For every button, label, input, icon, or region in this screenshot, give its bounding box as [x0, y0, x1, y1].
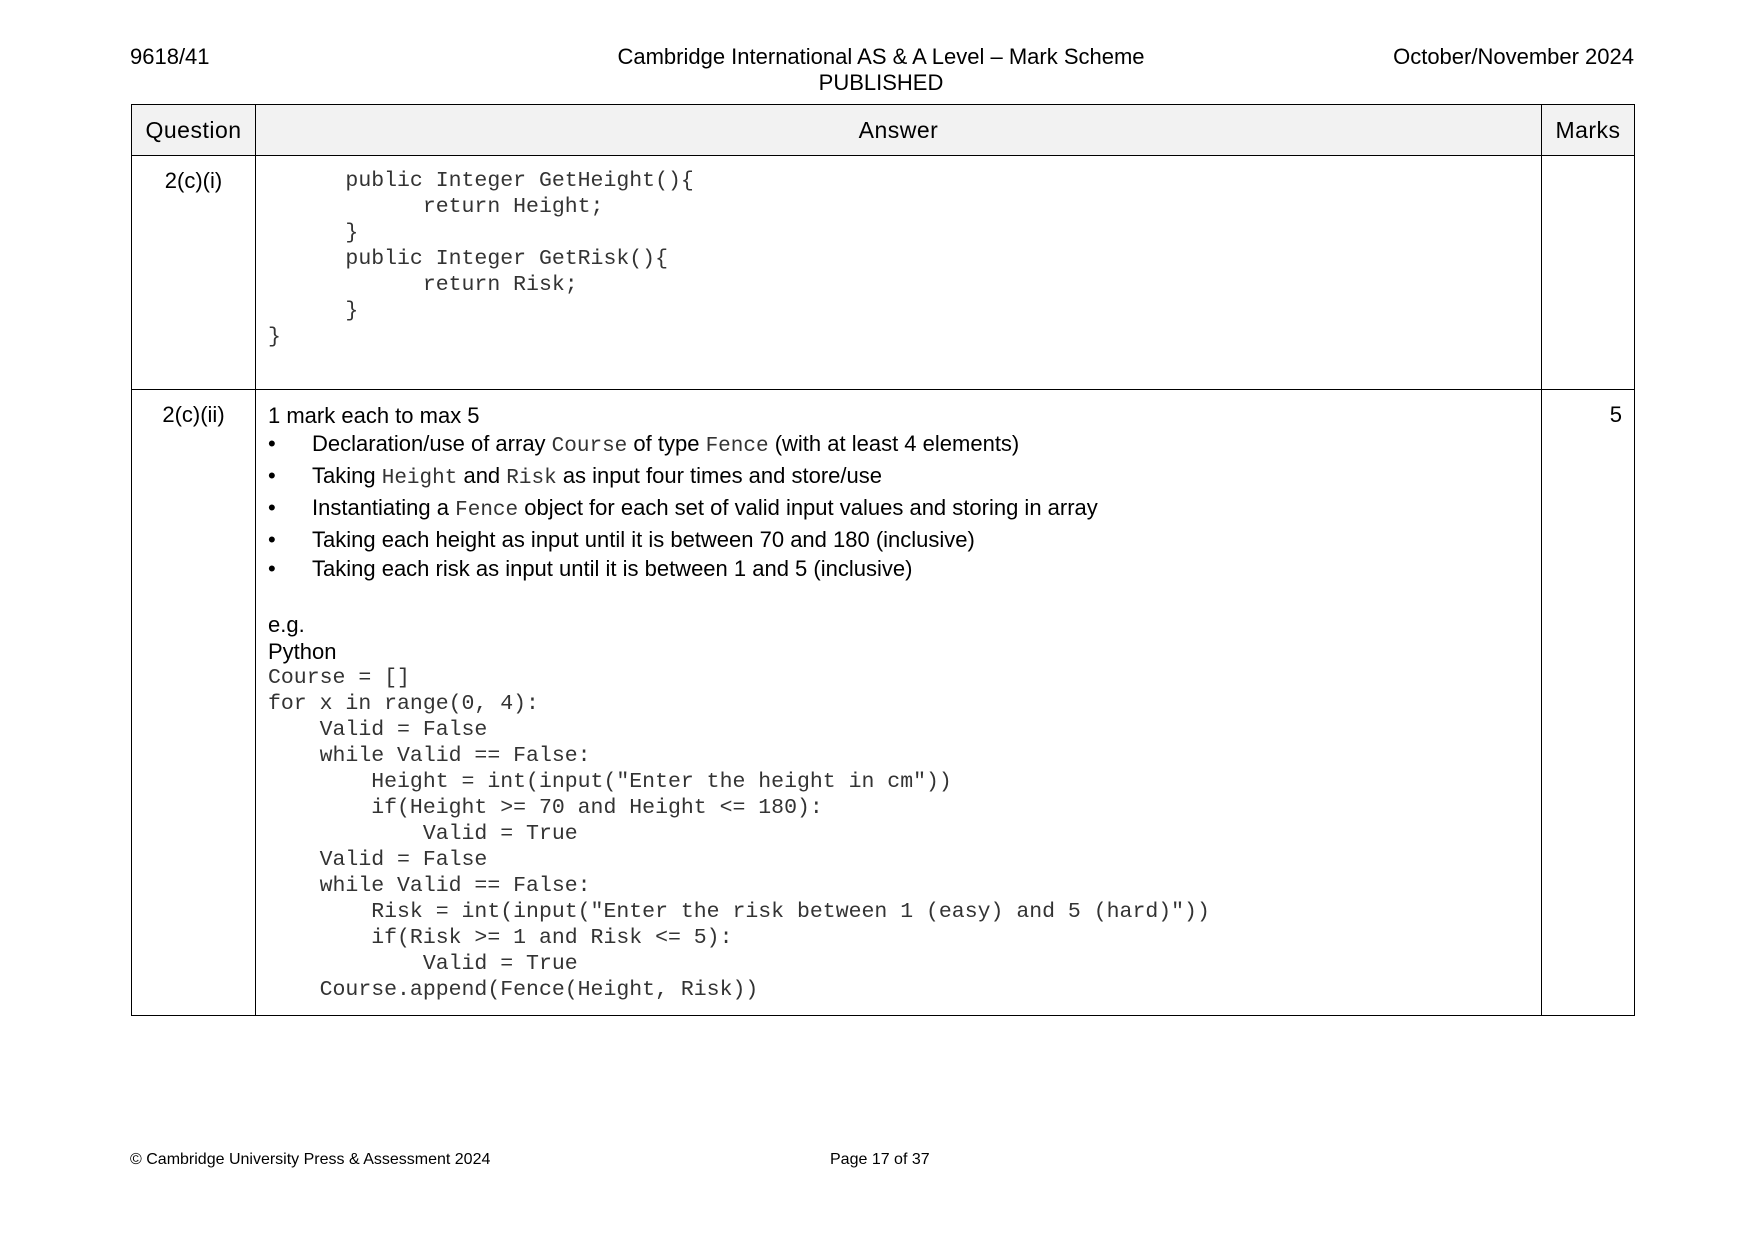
answer-header: Answer — [256, 105, 1542, 156]
bullet-text: Declaration/use of array — [312, 431, 552, 456]
code-block: Course = [] for x in range(0, 4): Valid = False while Valid == False: Height = int(input("Enter the height in cm")) if(Height >= 70 and Height <= 180): Valid = True Valid = False while Valid == False: Risk = int(input("Enter the risk between 1 (easy) and 5 (hard)")) if(Risk >= 1 and Risk <= 5): Valid = True Course.append(Fence(Height, Risk)) — [268, 666, 1210, 1002]
inline-code: Fence — [705, 435, 769, 458]
answer-cell — [256, 390, 1542, 1016]
question-number: 2(c)(ii) — [132, 390, 256, 1016]
example-label: e.g. — [268, 612, 305, 637]
question-number: 2(c)(i) — [132, 156, 256, 390]
page-number: Page 17 of 37 — [830, 1151, 930, 1168]
mark-scheme-table — [131, 104, 1635, 1016]
table-row — [132, 156, 1635, 390]
marks-header: Marks — [1542, 105, 1635, 156]
bullet-text: of type — [627, 431, 706, 456]
language-label: Python — [268, 639, 337, 664]
list-item — [268, 429, 1531, 461]
inline-code: Course — [551, 435, 628, 458]
bullet-text: object for each set of valid input values and storing in array — [518, 495, 1098, 520]
table-row — [132, 390, 1635, 1016]
bullet-text: (with at least 4 elements) — [768, 431, 1020, 456]
bullet-text: as input four times and store/use — [556, 463, 882, 488]
marks-cell — [1542, 156, 1635, 390]
paper-code: 9618/41 — [130, 44, 210, 69]
copyright: © Cambridge University Press & Assessment 2024 — [130, 1151, 491, 1168]
bullet-text: and — [457, 463, 507, 488]
inline-code: Fence — [455, 499, 519, 522]
bullet-text: Instantiating a — [312, 495, 456, 520]
list-item — [268, 461, 1531, 493]
table-header-row — [132, 105, 1635, 156]
list-item — [268, 525, 1531, 554]
header-title: Cambridge International AS & A Level – Mark Scheme — [617, 44, 1145, 69]
header-subtitle: PUBLISHED — [818, 70, 944, 95]
list-item — [268, 493, 1531, 525]
exam-session: October/November 2024 — [1393, 44, 1634, 69]
code-block: public Integer GetHeight(){ return Height; } public Integer GetRisk(){ return Risk; } } — [268, 169, 694, 349]
mark-allocation: 1 mark each to max 5 — [268, 403, 480, 428]
marking-points — [268, 429, 1531, 583]
bullet-text: Taking — [312, 463, 382, 488]
list-item — [268, 554, 1531, 583]
inline-code: Height — [381, 467, 458, 490]
bullet-text: Taking each risk as input until it is between 1 and 5 (inclusive) — [312, 556, 913, 581]
marks-cell: 5 — [1542, 390, 1635, 1016]
answer-cell — [256, 156, 1542, 390]
question-header: Question — [132, 105, 256, 156]
inline-code: Risk — [506, 467, 557, 490]
bullet-text: Taking each height as input until it is between 70 and 180 (inclusive) — [312, 527, 975, 552]
